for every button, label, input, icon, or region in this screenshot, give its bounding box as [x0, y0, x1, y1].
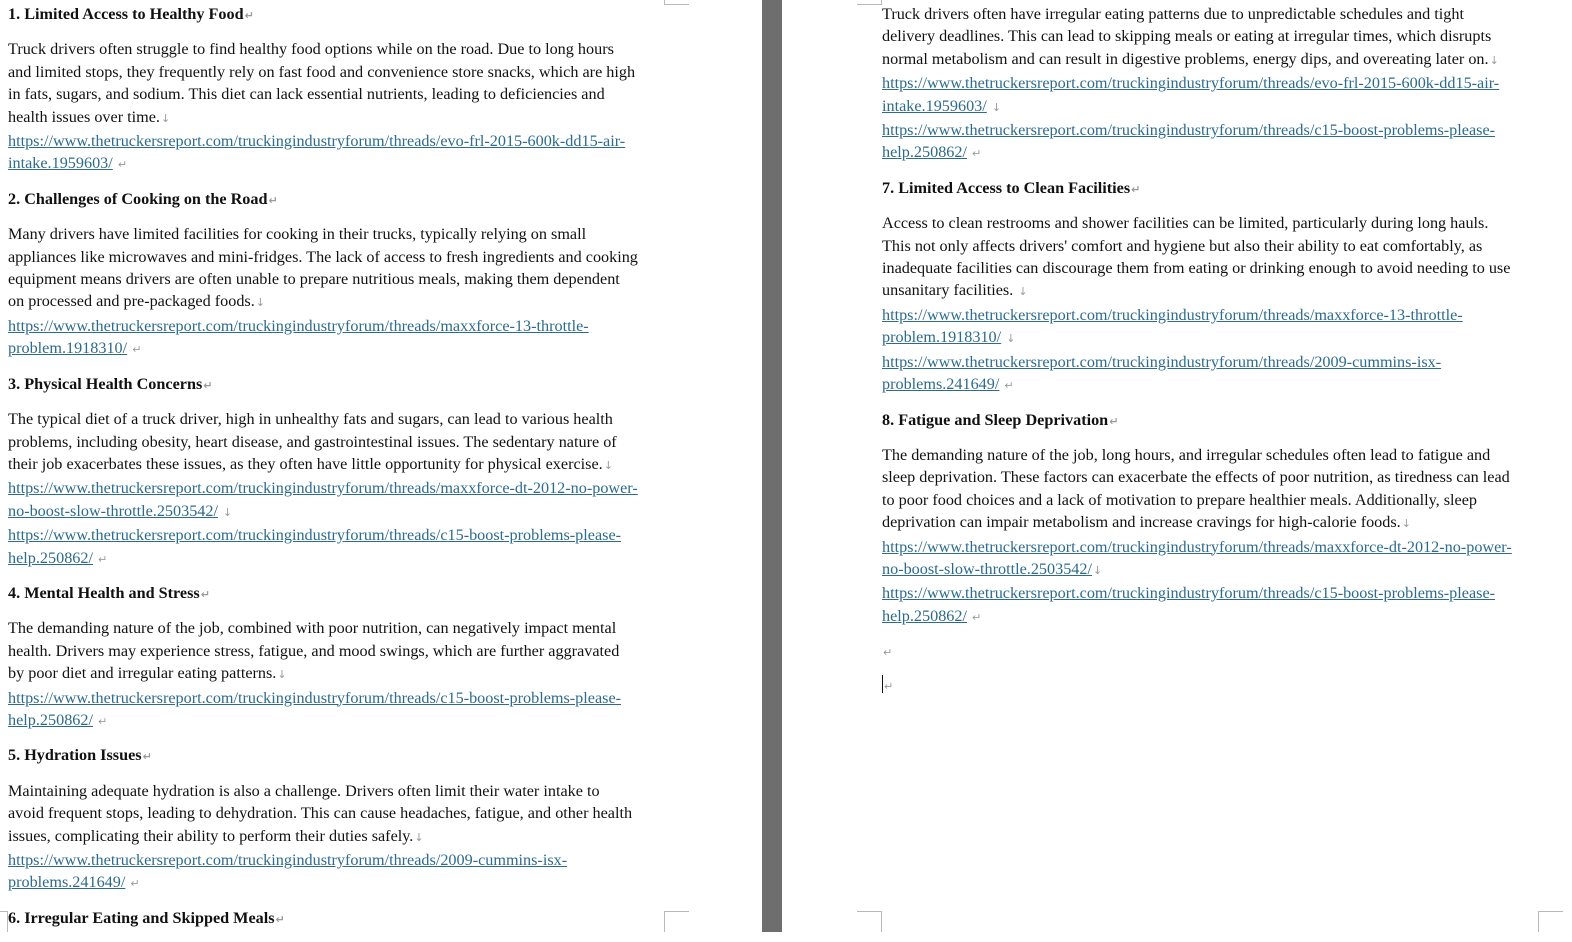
hyperlink-line	[882, 558, 1542, 582]
heading-text: 3. Physical Health Concerns	[8, 374, 203, 393]
heading-text: 2. Challenges of Cooking on the Road	[8, 189, 268, 208]
hyperlink[interactable]: problems.241649/	[8, 873, 126, 892]
section-paragraph	[882, 212, 1542, 397]
heading-text: 7. Limited Access to Clean Facilities	[882, 178, 1131, 197]
hyperlink-line	[882, 373, 1542, 397]
heading-text: 5. Hydration Issues	[8, 746, 142, 765]
body-line: on processed and pre-packaged foods.↓	[8, 292, 265, 311]
body-line: avoid frequent stops, leading to dehydration. This can cause headaches, fatigue, and other health	[8, 804, 633, 823]
paragraph-mark: ↵	[130, 877, 140, 891]
hyperlink-line	[882, 605, 1542, 629]
paragraph-mark: ↵	[972, 147, 982, 161]
body-line: Many drivers have limited facilities for cooking in their trucks, typically relying on small	[8, 225, 587, 244]
line-break-mark: ↓	[603, 458, 613, 472]
line-break-mark: ↓	[1018, 285, 1028, 299]
section-heading	[882, 177, 1542, 201]
paragraph-mark: ↵	[1109, 414, 1119, 428]
section-paragraph	[8, 780, 668, 896]
body-line: equipment means drivers are often unable to prepare nutritious meals, making them dependent	[8, 270, 620, 289]
body-line: Maintaining adequate hydration is also a challenge. Drivers often limit their water intake to	[8, 781, 600, 800]
hyperlink[interactable]: problem.1918310/	[8, 339, 128, 358]
document-page-right	[782, 0, 1572, 932]
section-heading	[8, 188, 668, 212]
paragraph-mark: ↵	[884, 679, 894, 693]
hyperlink-line	[882, 351, 1542, 373]
hyperlink-line	[8, 130, 668, 152]
hyperlink-line	[8, 500, 668, 524]
heading-text: 4. Mental Health and Stress	[8, 583, 200, 602]
page-body[interactable]	[8, 3, 668, 942]
body-line: by poor diet and irregular eating patterns.↓	[8, 664, 287, 683]
hyperlink[interactable]: help.250862/	[8, 548, 93, 567]
hyperlink-line	[882, 141, 1542, 165]
section-paragraph	[8, 38, 668, 176]
hyperlink-line	[8, 152, 668, 176]
hyperlink-line	[882, 304, 1542, 326]
line-break-mark: ↓	[414, 830, 424, 844]
hyperlink[interactable]: https://www.thetruckersreport.com/truckingindustryforum/threads/c15-boost-problems-please-	[8, 688, 622, 707]
line-break-mark: ↓	[277, 668, 287, 682]
body-line: health issues over time.↓	[8, 107, 171, 126]
hyperlink-line	[882, 582, 1542, 604]
section-paragraph	[882, 3, 1542, 166]
hyperlink-line	[882, 536, 1542, 558]
paragraph-mark: ↵	[1004, 379, 1014, 393]
hyperlink[interactable]: help.250862/	[882, 143, 967, 162]
hyperlink-line	[8, 337, 668, 361]
crop-mark-bottom-right	[1538, 911, 1563, 932]
hyperlink[interactable]: intake.1959603/	[8, 154, 113, 173]
hyperlink[interactable]: https://www.thetruckersreport.com/truckingindustryforum/threads/2009-cummins-isx-	[882, 352, 1442, 371]
body-line: The demanding nature of the job, combined with poor nutrition, can negatively impact mental	[8, 619, 617, 638]
body-line: to poor food choices and a lack of motivation to prepare healthier meals. Additionally, sleep	[882, 490, 1478, 509]
hyperlink[interactable]: https://www.thetruckersreport.com/truckingindustryforum/threads/maxxforce-dt-2012-no-power-	[882, 537, 1512, 556]
body-line: The typical diet of a truck driver, high in unhealthy fats and sugars, can lead to various health	[8, 410, 613, 429]
body-line: sleep deprivation. These factors can exacerbate the effects of poor nutrition, as tiredness can lead	[882, 468, 1510, 487]
hyperlink-line	[8, 687, 668, 709]
paragraph-mark: ↵	[203, 378, 213, 392]
body-line: in fats, sugars, and sodium. This diet can lack essential nutrients, leading to deficiencies and	[8, 85, 605, 104]
section-heading	[882, 409, 1542, 433]
page-gutter	[762, 0, 782, 932]
text-cursor	[882, 675, 883, 693]
hyperlink[interactable]: intake.1959603/	[882, 96, 987, 115]
heading-text: 1. Limited Access to Healthy Food	[8, 5, 244, 23]
paragraph-mark: ↵	[1131, 182, 1141, 196]
section-paragraph	[8, 223, 668, 361]
paragraph-mark: ↵	[142, 750, 152, 764]
line-break-mark: ↓	[991, 100, 1002, 114]
hyperlink[interactable]: https://www.thetruckersreport.com/truckingindustryforum/threads/maxxforce-dt-2012-no-power-	[8, 479, 638, 498]
paragraph-mark: ↵	[117, 158, 128, 172]
hyperlink[interactable]: https://www.thetruckersreport.com/truckingindustryforum/threads/maxxforce-13-throttle-	[882, 305, 1463, 324]
hyperlink-line	[882, 95, 1542, 119]
hyperlink-line	[8, 709, 668, 733]
line-break-mark: ↓	[160, 111, 171, 125]
paragraph-mark: ↵	[98, 714, 108, 728]
body-line: unsanitary facilities. ↓	[882, 281, 1028, 300]
body-line: appliances like microwaves and mini-fridges. The lack of access to fresh ingredients and cooking	[8, 247, 638, 266]
hyperlink-line	[8, 871, 668, 895]
section-paragraph	[882, 444, 1542, 629]
body-line: Access to clean restrooms and shower facilities can be limited, particularly during long hauls.	[882, 214, 1489, 233]
hyperlink[interactable]: https://www.thetruckersreport.com/truckingindustryforum/threads/evo-frl-2015-600k-dd15-air-	[8, 132, 626, 151]
section-heading	[8, 582, 668, 606]
body-line: This not only affects drivers' comfort and hygiene but also their ability to eat comfortably, as	[882, 236, 1483, 255]
paragraph-mark: ↵	[244, 9, 254, 22]
hyperlink-line	[8, 849, 668, 871]
crop-mark-top-left	[857, 0, 882, 5]
hyperlink[interactable]: problems.241649/	[882, 375, 1000, 394]
body-line: problems, including obesity, heart disease, and gastrointestinal issues. The sedentary nature of	[8, 432, 617, 451]
paragraph-mark: ↵	[268, 193, 278, 207]
hyperlink[interactable]: no-boost-slow-throttle.2503542/	[8, 501, 218, 520]
body-line: and limited stops, they frequently rely on fast food and convenience store snacks, which are high	[8, 62, 636, 81]
paragraph-mark: ↵	[98, 552, 108, 566]
line-break-mark: ↓	[255, 296, 265, 310]
body-line: Truck drivers often have irregular eating patterns due to unpredictable schedules and tight	[882, 5, 1464, 23]
body-line: normal metabolism and can result in digestive problems, energy dips, and overeating later on.↓	[882, 49, 1499, 68]
body-line: issues, complicating their ability to perform their duties safely.↓	[8, 826, 424, 845]
body-line: their job exacerbates these issues, as they often have little opportunity for physical exercise.↓	[8, 454, 613, 473]
line-break-mark: ↓	[1489, 53, 1499, 67]
paragraph-mark: ↵	[275, 912, 285, 926]
section-paragraph	[8, 408, 668, 571]
section-heading	[8, 907, 668, 931]
section-heading	[8, 3, 668, 27]
body-line: health. Drivers may experience stress, fatigue, and mood swings, which are further aggravated	[8, 641, 620, 660]
body-line: The demanding nature of the job, long hours, and irregular schedules often lead to fatigue and	[882, 445, 1491, 464]
hyperlink[interactable]: problem.1918310/	[882, 328, 1002, 347]
hyperlink-line	[8, 477, 668, 499]
paragraph-mark: ↵	[883, 646, 893, 660]
body-line: inadequate facilities can discourage them from eating or drinking enough to avoid needing to use	[882, 259, 1511, 278]
paragraph-mark: ↵	[972, 610, 982, 624]
empty-paragraph-with-cursor[interactable]	[882, 674, 1542, 696]
heading-text: 6. Irregular Eating and Skipped Meals	[8, 908, 275, 927]
paragraph-mark: ↵	[132, 343, 142, 357]
hyperlink-line	[8, 315, 668, 337]
line-break-mark: ↓	[223, 505, 233, 519]
hyperlink-line	[882, 119, 1542, 141]
empty-paragraph[interactable]	[882, 640, 1542, 662]
body-line: delivery deadlines. This can lead to skipping meals or eating at irregular times, which disrupts	[882, 27, 1492, 46]
hyperlink[interactable]: no-boost-slow-throttle.2503542/	[882, 559, 1092, 578]
hyperlink-line	[8, 524, 668, 546]
hyperlink-line	[8, 547, 668, 571]
body-line: deprivation can impair metabolism and increase cravings for high-calorie foods.↓	[882, 513, 1411, 532]
section-heading	[8, 744, 668, 768]
page-body[interactable]	[882, 3, 1542, 707]
hyperlink-line	[882, 72, 1542, 94]
section-heading	[8, 373, 668, 397]
hyperlink[interactable]: https://www.thetruckersreport.com/truckingindustryforum/threads/2009-cummins-isx-	[8, 851, 568, 869]
section-paragraph	[8, 617, 668, 733]
hyperlink[interactable]: https://www.thetruckersreport.com/truckingindustryforum/threads/maxxforce-13-throttle-	[8, 316, 589, 335]
hyperlink[interactable]: https://www.thetruckersreport.com/truckingindustryforum/threads/c15-boost-problems-please-	[882, 121, 1496, 140]
hyperlink[interactable]: https://www.thetruckersreport.com/truckingindustryforum/threads/c15-boost-problems-please-	[8, 526, 622, 545]
line-break-mark: ↓	[1092, 563, 1103, 577]
hyperlink[interactable]: https://www.thetruckersreport.com/truckingindustryforum/threads/evo-frl-2015-600k-dd15-air-	[882, 74, 1500, 93]
body-line: Truck drivers often struggle to find healthy food options while on the road. Due to long hours	[8, 40, 614, 59]
hyperlink[interactable]: https://www.thetruckersreport.com/truckingindustryforum/threads/c15-boost-problems-please-	[882, 584, 1496, 603]
hyperlink[interactable]: help.250862/	[8, 710, 93, 729]
heading-text: 8. Fatigue and Sleep Deprivation	[882, 410, 1109, 429]
hyperlink-line	[882, 326, 1542, 350]
line-break-mark: ↓	[1401, 517, 1411, 531]
hyperlink[interactable]: help.250862/	[882, 606, 967, 625]
crop-mark-bottom-left	[857, 911, 882, 932]
paragraph-mark: ↵	[200, 587, 210, 601]
document-page-left	[0, 0, 762, 932]
line-break-mark: ↓	[1006, 332, 1016, 346]
crop-mark-bottom-left	[0, 911, 8, 932]
